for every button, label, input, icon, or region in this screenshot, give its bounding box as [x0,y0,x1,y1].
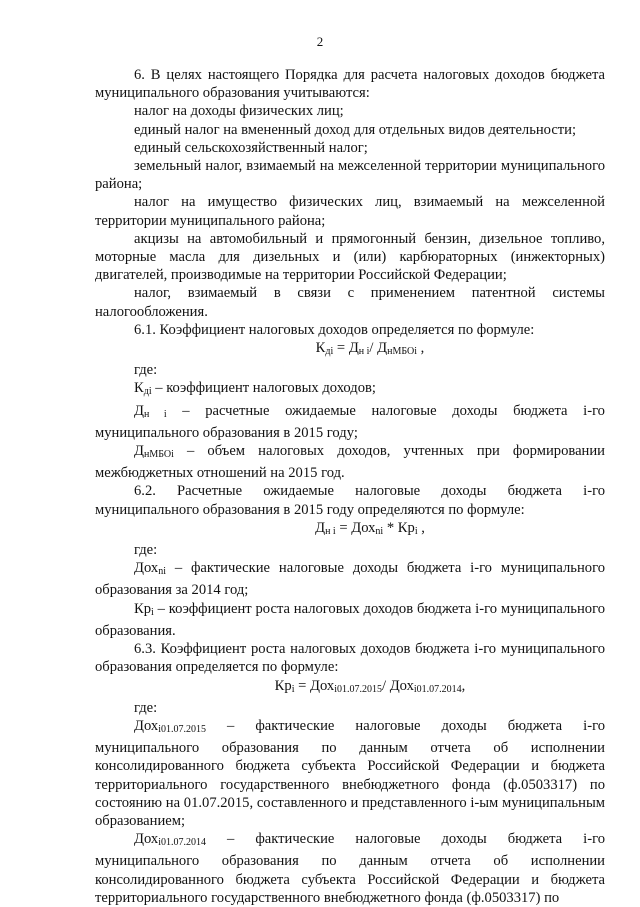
where-label: где: [134,699,158,716]
tax-item: единый налог на вмененный доход для отдельных видов деятельности; [134,121,577,138]
tax-item: акцизы на автомобильный и прямогонный бензин, дизельное топливо, моторные масла для дизельных и (или) карбюраторных (инжекторных) двигателей, производимые на территории Российской Федерации; [95,230,605,284]
paragraph-6-1: 6.1. Коэффициент налоговых доходов определяется по формуле: [134,321,535,338]
definition: $К_{дi}$ – коэффициент налоговых доходов; [134,380,376,398]
paragraph-6-2: 6.2. Расчетные ожидаемые налоговые доходы бюджета i-го муниципального образования в 2015 году определяются по формуле: [95,483,605,518]
tax-item: единый сельскохозяйственный налог; [134,139,368,156]
tax-item: налог на имущество физических лиц, взимаемый на межселенной территории муниципального района; [95,194,605,229]
tax-item: налог на доходы физических лиц; [134,103,344,120]
where-label: где: [134,362,158,379]
definition: $Кр_i$ – коэффициент роста налоговых доходов бюджета i-го муниципального образования. [95,600,605,639]
formula-1: $К_{дi} = Д_{н i}/$ $Д_{нМБОi}$ , [315,340,425,358]
paragraph-6: 6. В целях настоящего Порядка для расчета налоговых доходов бюджета муниципального образования учитываются: [95,67,605,102]
definition: Дох$_{ni}$ – фактические налоговые доходы бюджета i-го муниципального образования за 2014 год; [95,560,605,599]
page-number: 2 [316,34,324,49]
definition: $Д_{нМБОi}$ – объем налоговых доходов, учтенных при формировании межбюджетных отношений на 2015 год. [95,443,605,482]
formula-3: $Кр_i = Дох_{i01.07.2015}/$ Дох$_{i01.07.2014}$, [274,677,466,695]
definition: Дох$_{i01.07.2015}$ – фактические налоговые доходы бюджета i-го муниципального образования по данным отчета об исполнении консолидированного бюджета субъекта Российской Федерации и бюджета территориального государственного внебюджетного фонда (ф.0503317) по состоянию на 01.07.2015, составленного и представленного i-ым муниципальным образованием; [95,717,605,829]
paragraph-6-3: 6.3. Коэффициент роста налоговых доходов бюджета i-го муниципального образования определяется по формуле: [95,641,605,676]
definition: Дох$_{i01.07.2014}$ – фактические налоговые доходы бюджета i-го муниципального образования по данным отчета об исполнении консолидированного бюджета субъекта Российской Федерации и бюджета территориального государственного внебюджетного фонда (ф.0503317) по [95,831,605,906]
formula-2: $Д_{н i} = Дох_{ni} * Кр_i$ , [315,519,425,537]
tax-item: налог, взимаемый в связи с применением патентной системы налогообложения. [95,285,605,320]
where-label: где: [134,542,158,559]
definition: $Д_{н i}$ – расчетные ожидаемые налоговые доходы бюджета i-го муниципального образования в 2015 году; [95,402,605,441]
tax-item: земельный налог, взимаемый на межселенной территории муниципального района; [95,158,605,193]
document-body [95,66,605,907]
